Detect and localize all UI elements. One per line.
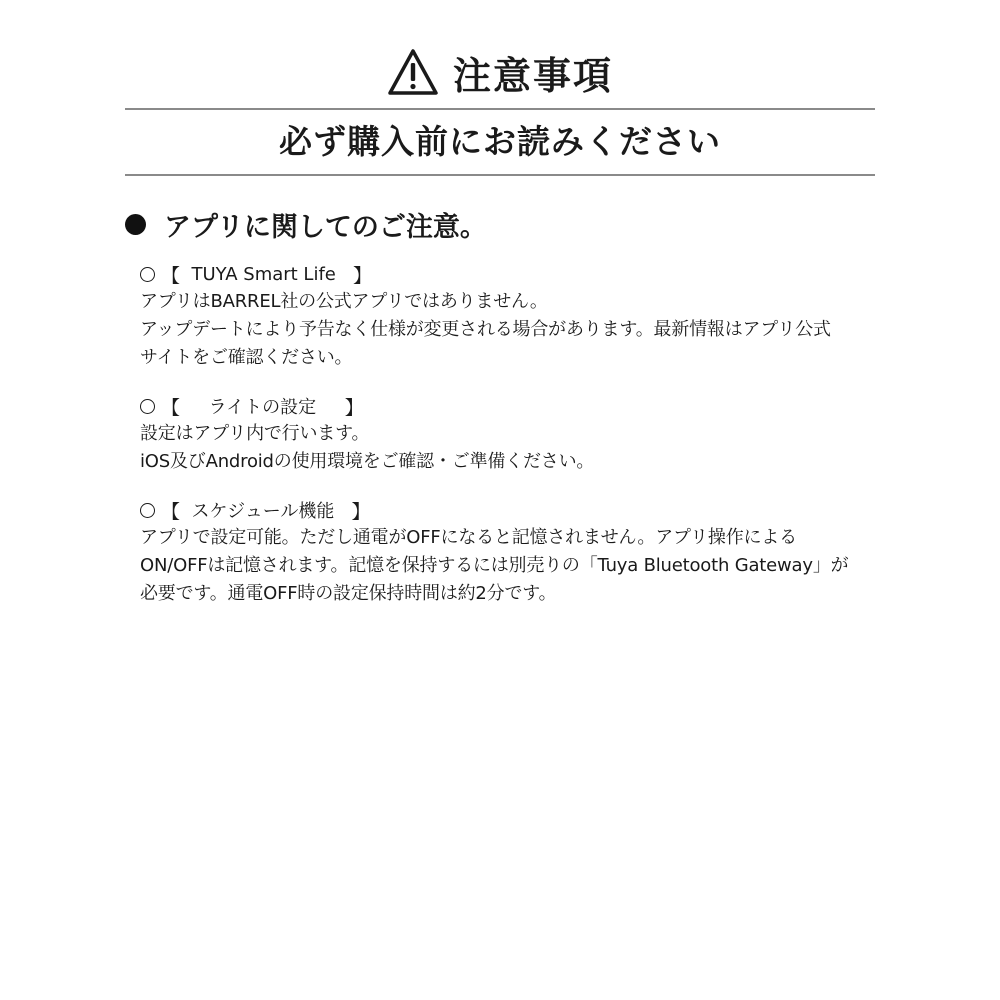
close-bracket: 】 (351, 500, 371, 523)
note-app (140, 260, 940, 372)
note-text-line: iOS及びAndroidの使用環境をご確認・ご準備ください。 (140, 451, 595, 472)
note-schedule (140, 496, 940, 608)
top-divider (125, 108, 875, 110)
open-bracket: 【 (161, 264, 181, 287)
bottom-divider (125, 174, 875, 176)
section-heading-text: アプリに関してのご注意。 (164, 211, 487, 243)
note-text-line: アップデートにより予告なく仕様が変更される場合があります。最新情報はアプリ公式 (140, 319, 831, 340)
hollow-bullet-icon (140, 267, 155, 282)
close-bracket: 】 (344, 396, 364, 419)
note-text-line: 設定はアプリ内で行います。 (140, 423, 370, 444)
note-header (140, 260, 940, 288)
notes-list (140, 260, 940, 628)
note-header (140, 496, 940, 524)
title-row (0, 42, 1000, 102)
note-label: スケジュール機能 (180, 501, 352, 522)
page-title: 注意事項 (452, 53, 613, 98)
section-heading (125, 202, 487, 246)
note-text-line: サイトをご確認ください。 (140, 347, 353, 368)
note-label: TUYA Smart Life (180, 263, 354, 285)
open-bracket: 【 (161, 396, 181, 419)
note-text-line: アプリはBARREL社の公式アプリではありません。 (140, 291, 548, 312)
note-text-line: 必要です。通電OFF時の設定保持時間は約2分です。 (140, 583, 557, 604)
close-bracket: 】 (353, 264, 373, 287)
note-text-line: ON/OFFは記憶されます。記憶を保持するには別売りの「Tuya Bluetooth Gateway」が (140, 555, 849, 576)
page-subtitle: 必ず購入前にお読みください (279, 122, 721, 161)
note-text-line: アプリで設定可能。ただし通電がOFFになると記憶されません。アプリ操作による (140, 527, 797, 548)
filled-bullet-icon (125, 214, 146, 235)
note-light-settings (140, 392, 940, 476)
note-label: ライトの設定 (180, 397, 345, 418)
open-bracket: 【 (161, 500, 181, 523)
hollow-bullet-icon (140, 399, 155, 414)
note-header (140, 392, 940, 420)
hollow-bullet-icon (140, 503, 155, 518)
warning-icon (387, 48, 439, 96)
